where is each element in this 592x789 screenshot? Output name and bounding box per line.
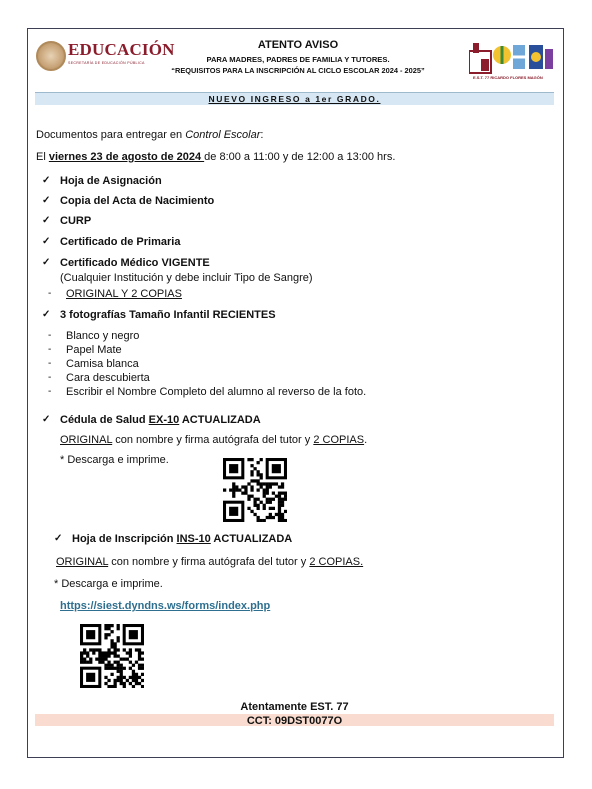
notice-subtitle: PARA MADRES, PADRES DE FAMILIA Y TUTORES.: [206, 55, 390, 64]
check-icon: ✓: [42, 195, 51, 206]
req-cedula-salud: [60, 414, 261, 426]
photo-req-item: Blanco y negro: [66, 330, 140, 342]
check-icon: ✓: [42, 414, 51, 425]
req-certificado-medico: Certificado Médico VIGENTE: [60, 257, 210, 269]
coat-of-arms-icon: [36, 41, 66, 71]
notice-title: ATENTO AVISO: [257, 39, 339, 51]
dash-bullet: -: [48, 288, 52, 299]
check-icon: ✓: [54, 533, 63, 544]
dash-bullet: -: [48, 386, 52, 397]
notice-subtitle-cycle: “REQUISITOS PARA LA INSCRIPCIÓN AL CICLO ESCOLAR 2024 - 2025”: [171, 66, 425, 75]
school-logo-caption: E.S.T. 77 RICARDO FLORES MAGÓN: [473, 75, 543, 80]
check-icon: ✓: [42, 236, 51, 247]
req-hoja-inscripcion: [72, 533, 292, 545]
cedula-suffix: ACTUALIZADA: [179, 414, 261, 426]
cedula-note: * Descarga e imprime.: [60, 454, 169, 466]
photo-req-item: Escribir el Nombre Completo del alumno al reverso de la foto.: [66, 386, 367, 398]
req-certificado-medico-copies: ORIGINAL Y 2 COPIAS: [66, 288, 182, 300]
req-certificado-medico-note: (Cualquier Institución y debe incluir Tipo de Sangre): [60, 272, 313, 284]
notice-page: [27, 28, 564, 758]
inscription-qr-code[interactable]: [80, 624, 144, 688]
school-emblem-icon: [469, 39, 555, 75]
hoja-code: INS-10: [176, 533, 211, 545]
req-curp: CURP: [60, 215, 92, 227]
hoja-mid: con nombre y firma autógrafa del tutor y: [108, 556, 310, 568]
cedula-instructions: [60, 434, 367, 446]
photo-req-item: Camisa blanca: [66, 358, 139, 370]
intro-italic: Control Escolar: [185, 129, 261, 141]
schedule-prefix: El: [36, 151, 49, 163]
banner-title: NUEVO INGRESO a 1er GRADO.: [208, 94, 381, 104]
dash-bullet: -: [48, 344, 52, 355]
footer-signature: Atentamente EST. 77: [240, 701, 349, 713]
photo-req-item: Papel Mate: [66, 344, 122, 356]
schedule-date: viernes 23 de agosto de 2024: [48, 151, 205, 163]
hoja-instructions: [56, 556, 363, 568]
cedula-qr-code[interactable]: [223, 458, 287, 522]
dash-bullet: -: [48, 330, 52, 341]
hoja-prefix: Hoja de Inscripción: [72, 533, 177, 545]
cedula-copies: 2 COPIAS: [313, 434, 365, 446]
new-entry-banner: [35, 92, 554, 105]
cedula-mid: con nombre y firma autógrafa del tutor y: [112, 434, 314, 446]
check-icon: ✓: [42, 257, 51, 268]
logo-word: EDUCACIÓN: [68, 40, 175, 59]
hoja-original: ORIGINAL: [56, 556, 109, 568]
hoja-suffix: ACTUALIZADA: [210, 533, 293, 545]
intro-colon: :: [260, 129, 264, 141]
school-logo: [469, 39, 555, 83]
req-certificado-primaria: Certificado de Primaria: [60, 236, 181, 248]
req-fotografias: 3 fotografías Tamaño Infantil RECIENTES: [60, 309, 276, 321]
cedula-prefix: Cédula de Salud: [60, 414, 149, 426]
check-icon: ✓: [42, 175, 51, 186]
dash-bullet: -: [48, 372, 52, 383]
req-hoja-asignacion: Hoja de Asignación: [60, 175, 162, 187]
cedula-original: ORIGINAL: [60, 434, 113, 446]
dash-bullet: -: [48, 358, 52, 369]
intro-text: Documentos para entregar en: [36, 129, 186, 141]
cedula-end: .: [364, 434, 368, 446]
inscription-form-link[interactable]: https://siest.dyndns.ws/forms/index.php: [60, 600, 271, 612]
hoja-note: * Descarga e imprime.: [54, 578, 163, 590]
hoja-copies: 2 COPIAS.: [309, 556, 364, 568]
check-icon: ✓: [42, 215, 51, 226]
req-acta-nacimiento: Copia del Acta de Nacimiento: [60, 195, 215, 207]
photo-req-item: Cara descubierta: [66, 372, 150, 384]
footer-cct: CCT: 09DST0077O: [246, 715, 343, 727]
check-icon: ✓: [42, 309, 51, 320]
schedule-hours: de 8:00 a 11:00 y de 12:00 a 13:00 hrs.: [204, 151, 396, 163]
cedula-code: EX-10: [148, 414, 180, 426]
intro-line: [36, 129, 263, 141]
logo-subtitle: SECRETARÍA DE EDUCACIÓN PÚBLICA: [68, 61, 145, 65]
schedule-line: [36, 151, 395, 163]
